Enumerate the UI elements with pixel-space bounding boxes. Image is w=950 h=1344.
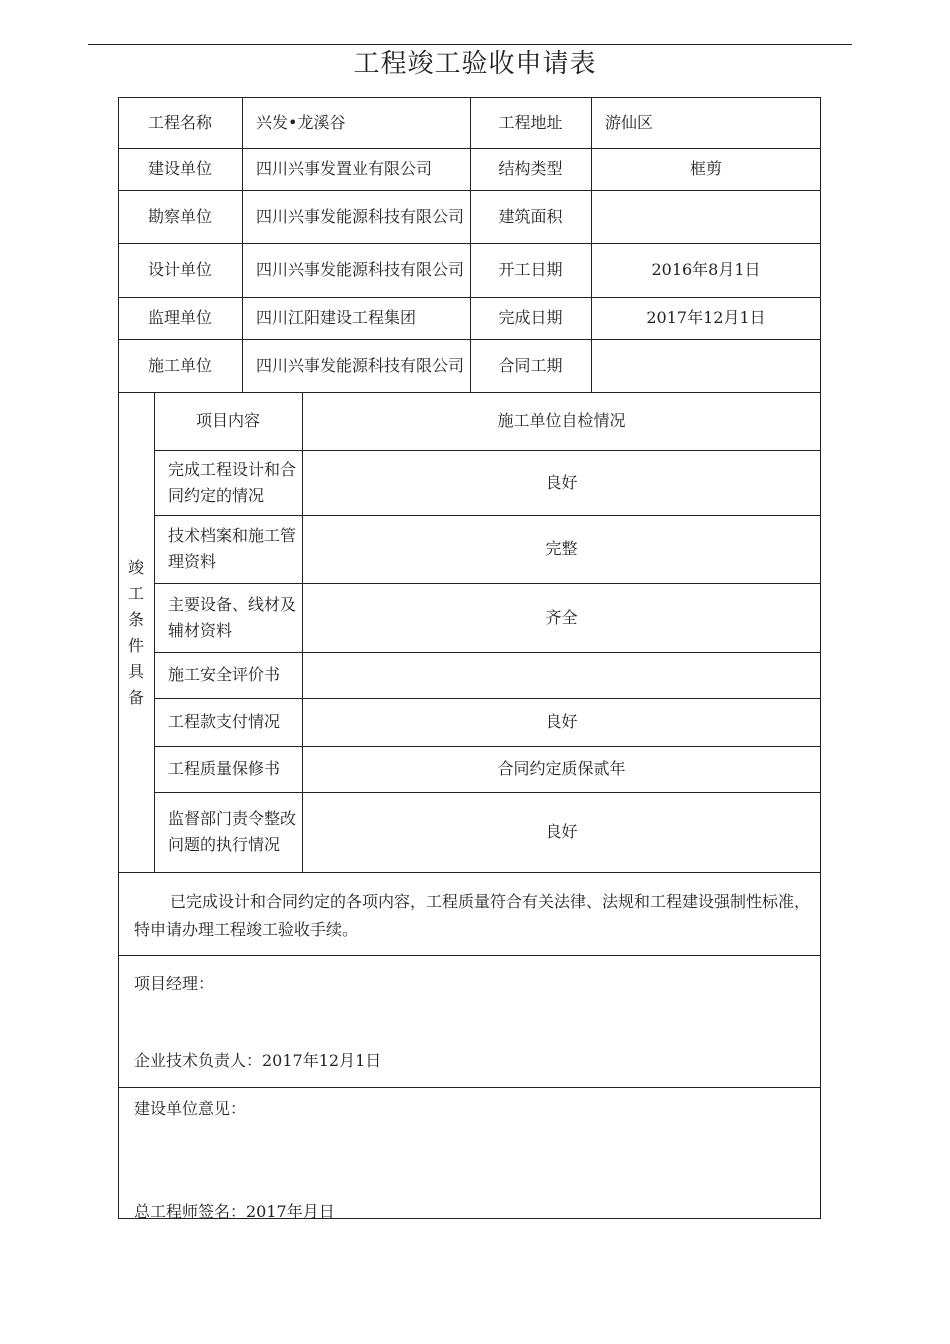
- value-building-area: [591, 190, 821, 243]
- header-self-check-status: 施工单位自检情况: [497, 411, 626, 430]
- value-start-date: 2016年8月1日: [651, 260, 761, 279]
- value-project-name: 兴发•龙溪谷: [256, 112, 346, 132]
- label-construction-unit: 施工单位: [147, 355, 212, 375]
- condition-status: 齐全: [545, 607, 578, 627]
- label-building-area: 建筑面积: [498, 206, 563, 226]
- value-project-address: 游仙区: [605, 112, 654, 132]
- completion-conditions-side-label: [118, 393, 154, 872]
- header-rule: [88, 44, 852, 45]
- value-supervision-unit: 四川江阳建设工程集团: [256, 308, 417, 327]
- side-label-char: 具: [127, 661, 144, 681]
- condition-item: 完成工程设计和合同约定的情况: [168, 459, 297, 505]
- side-label-char: 备: [127, 687, 144, 707]
- value-contract-period: [591, 339, 821, 392]
- value-construction-unit: 四川兴事发能源科技有限公司: [256, 355, 465, 375]
- side-label-char: 工: [127, 583, 144, 603]
- condition-item: 工程质量保修书: [168, 759, 281, 778]
- condition-status: [302, 652, 821, 698]
- side-label-char: 竣: [127, 557, 144, 577]
- condition-item: 监督部门责令整改问题的执行情况: [168, 809, 297, 854]
- value-completion-date: 2017年12月1日: [646, 308, 766, 327]
- row-divider: [118, 1087, 821, 1088]
- label-start-date: 开工日期: [498, 260, 563, 279]
- label-structure-type: 结构类型: [498, 159, 563, 178]
- label-owner-unit: 建设单位: [147, 159, 212, 178]
- condition-item: 技术档案和施工管理资料: [168, 526, 297, 571]
- condition-status: 良好: [545, 822, 578, 841]
- chief-engineer-signature: 总工程师签名：2017年月日: [134, 1202, 335, 1221]
- condition-status: 良好: [545, 472, 578, 492]
- tech-lead-signature: 企业技术负责人：2017年12月1日: [134, 1051, 382, 1070]
- condition-status: 良好: [545, 712, 578, 731]
- label-survey-unit: 勘察单位: [147, 206, 212, 226]
- owner-opinion-label: 建设单位意见：: [134, 1099, 247, 1118]
- condition-status: 完整: [545, 539, 578, 558]
- condition-status: 合同约定质保贰年: [497, 759, 626, 778]
- side-label-char: 条: [127, 609, 144, 629]
- condition-item: 施工安全评价书: [168, 665, 281, 684]
- side-label-char: 件: [127, 635, 144, 655]
- page-title: 工程竣工验收申请表: [353, 49, 597, 79]
- value-design-unit: 四川兴事发能源科技有限公司: [256, 260, 465, 279]
- label-project-name: 工程名称: [147, 112, 212, 132]
- declaration-text: 已完成设计和合同约定的各项内容，工程质量符合有关法律、法规和工程建设强制性标准，特申请办理工程竣工验收手续。: [134, 892, 811, 939]
- value-owner-unit: 四川兴事发置业有限公司: [256, 159, 433, 178]
- label-completion-date: 完成日期: [498, 308, 563, 327]
- condition-item: 工程款支付情况: [168, 712, 281, 731]
- label-contract-period: 合同工期: [498, 355, 563, 375]
- label-supervision-unit: 监理单位: [147, 308, 212, 327]
- value-survey-unit: 四川兴事发能源科技有限公司: [256, 206, 465, 226]
- label-design-unit: 设计单位: [147, 260, 212, 279]
- project-manager-label: 项目经理：: [134, 974, 215, 993]
- value-structure-type: 框剪: [689, 159, 722, 178]
- header-item-content: 项目内容: [195, 411, 260, 430]
- condition-item: 主要设备、线材及辅材资料: [168, 594, 297, 640]
- row-divider: [118, 872, 821, 873]
- label-project-address: 工程地址: [498, 112, 563, 132]
- row-divider: [118, 955, 821, 956]
